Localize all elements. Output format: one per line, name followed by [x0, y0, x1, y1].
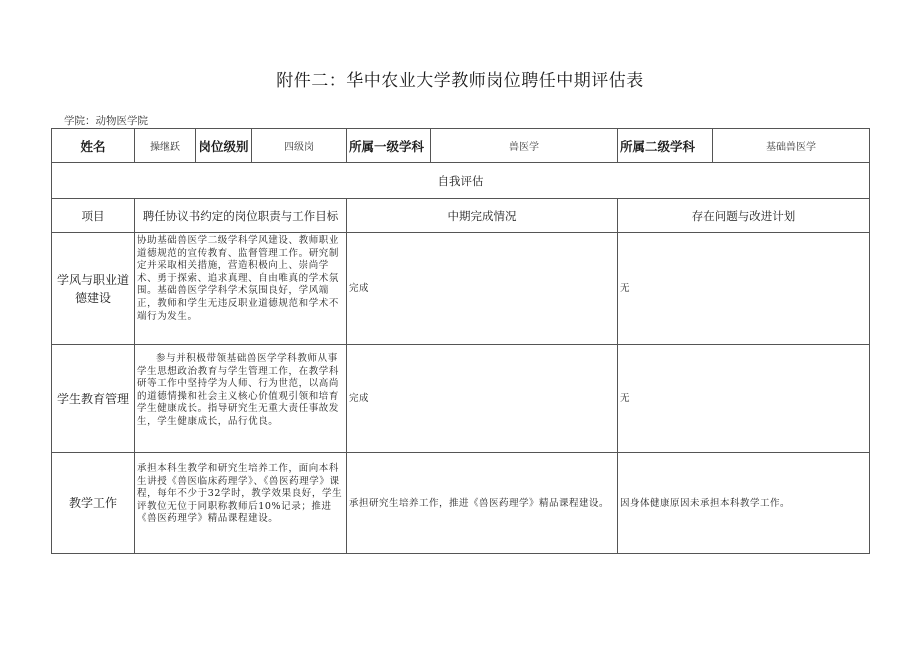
table-row — [52, 345, 870, 453]
first-subject-value: 兽医学 — [431, 129, 618, 163]
first-subject-label: 所属一级学科 — [347, 129, 431, 163]
row-progress: 完成 — [347, 233, 618, 345]
row-item: 教学工作 — [52, 453, 135, 554]
row-duties: 参与并积极带领基础兽医学学科教师从事学生思想政治教育与学生管理工作，在教学科研等工作中坚持学为人师、行为世范，以高尚的道德情操和社会主义核心价值观引领和培育学生健康成长。指导研究生无重大责任事故发生，学生健康成长，品行优良。 — [135, 345, 347, 453]
row-issues: 因身体健康原因未承担本科教学工作。 — [618, 453, 870, 554]
col-item-header: 项目 — [52, 199, 135, 233]
name-value: 操继跃 — [135, 129, 196, 163]
row-item: 学风与职业道德建设 — [52, 233, 135, 345]
row-progress: 完成 — [347, 345, 618, 453]
section-row — [52, 163, 870, 199]
row-issues: 无 — [618, 345, 870, 453]
section-title: 自我评估 — [52, 163, 870, 199]
table-row — [52, 453, 870, 554]
row-progress: 承担研究生培养工作，推进《兽医药理学》精品课程建设。 — [347, 453, 618, 554]
col-duties-header: 聘任协议书约定的岗位职责与工作目标 — [135, 199, 347, 233]
col-progress-header: 中期完成情况 — [347, 199, 618, 233]
page-title: 附件二：华中农业大学教师岗位聘任中期评估表 — [276, 71, 644, 91]
row-issues: 无 — [618, 233, 870, 345]
table-row — [52, 233, 870, 345]
row-duties: 承担本科生教学和研究生培养工作，面向本科生讲授《兽医临床药理学》、《兽医药理学》课程，每年不少于32学时，教学效果良好，学生评教位无位于同职称教师后10%记录；推进《兽医药理学》精品课程建设。 — [135, 453, 347, 554]
level-label: 岗位级别 — [196, 129, 252, 163]
evaluation-table — [51, 128, 870, 554]
col-issues-header: 存在问题与改进计划 — [618, 199, 870, 233]
column-header-row — [52, 199, 870, 233]
row-item: 学生教育管理 — [52, 345, 135, 453]
second-subject-label: 所属二级学科 — [618, 129, 713, 163]
level-value: 四级岗 — [252, 129, 347, 163]
name-label: 姓名 — [52, 129, 135, 163]
second-subject-value: 基础兽医学 — [713, 129, 870, 163]
header-row — [52, 129, 870, 163]
college-label: 学院：动物医学院 — [64, 115, 148, 127]
row-duties: 协助基础兽医学二级学科学风建设、教师职业道德规范的宣传教育、监督管理工作。研究制定并采取相关措施，营造积极向上、崇尚学术、勇于探索、追求真理、自由唯真的学术氛围。基础兽医学学科学术氛围良好，学风端正，教师和学生无违反职业道德规范和学术不端行为发生。 — [135, 233, 347, 345]
